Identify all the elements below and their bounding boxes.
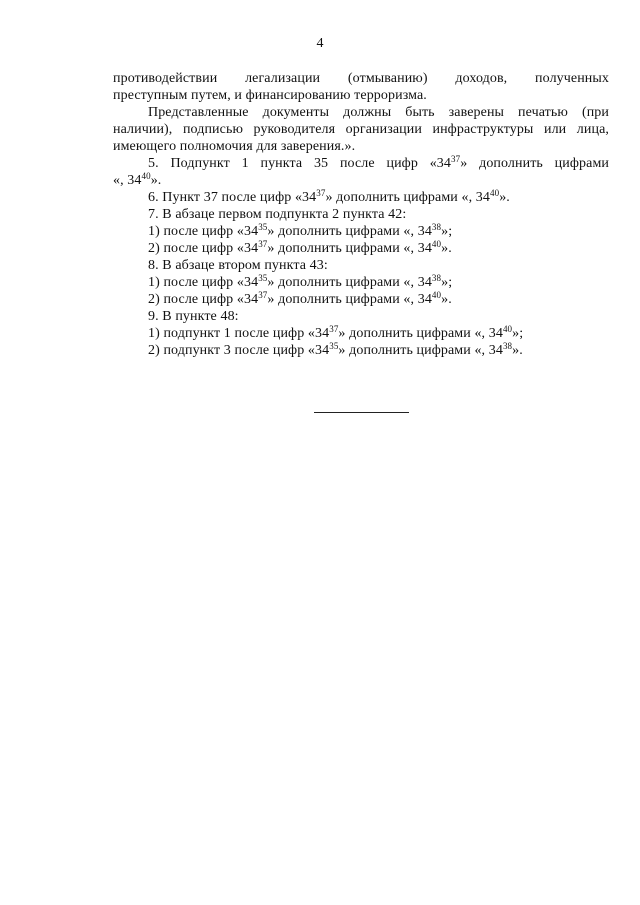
text-fragment: 5. Подпункт 1 пункта 35 после цифр «34: [148, 156, 452, 171]
superscript: 40: [489, 188, 500, 198]
paragraph-continuation: [113, 70, 609, 104]
text-fragment: » дополнить цифрами «, 34: [267, 275, 432, 290]
superscript: 40: [431, 239, 442, 249]
end-of-text-rule: [314, 412, 409, 413]
text-line: преступным путем, и финансированию терроризма.: [113, 88, 427, 103]
superscript: 37: [451, 154, 461, 164]
text-line: наличии), подписью руководителя организации инфраструктуры или лица,: [113, 122, 609, 137]
text-fragment: »;: [512, 326, 524, 341]
superscript: 38: [431, 222, 442, 232]
paragraph-certification: [113, 104, 609, 155]
text-fragment: » дополнить цифрами: [460, 156, 609, 171]
paragraph-item-7-1: [113, 223, 609, 240]
document-body: [113, 70, 609, 359]
paragraph-item-9-2: [113, 342, 609, 359]
text-line: [113, 172, 609, 189]
paragraph-item-9: 9. В пункте 48:: [148, 309, 239, 324]
text-fragment: 2) после цифр «34: [148, 241, 259, 256]
text-fragment: » дополнить цифрами «, 34: [267, 224, 432, 239]
text-fragment: ».: [150, 173, 162, 188]
superscript: 37: [316, 188, 326, 198]
paragraph-item-8: 8. В абзаце втором пункта 43:: [148, 258, 328, 273]
paragraph-item-7-2: [113, 240, 609, 257]
text-fragment: » дополнить цифрами «, 34: [267, 292, 432, 307]
text-line: имеющего полномочия для заверения.».: [113, 139, 356, 154]
text-fragment: » дополнить цифрами «, 34: [267, 241, 432, 256]
superscript: 35: [329, 341, 339, 351]
text-fragment: 6. Пункт 37 после цифр «34: [148, 190, 317, 205]
text-fragment: ».: [441, 292, 452, 307]
text-fragment: » дополнить цифрами «, 34: [338, 343, 503, 358]
text-fragment: 2) подпункт 3 после цифр «34: [148, 343, 330, 358]
text-fragment: 1) подпункт 1 после цифр «34: [148, 326, 330, 341]
paragraph-item-7: 7. В абзаце первом подпункта 2 пункта 42:: [148, 207, 407, 222]
text-fragment: ».: [499, 190, 510, 205]
paragraph-item-5: [113, 155, 609, 189]
superscript: 37: [329, 324, 339, 334]
paragraph-item-9-1: [113, 325, 609, 342]
superscript: 38: [431, 273, 442, 283]
text-line: противодействии легализации (отмыванию) доходов, полученных: [113, 71, 609, 86]
superscript: 37: [258, 290, 268, 300]
text-fragment: » дополнить цифрами «, 34: [325, 190, 490, 205]
text-fragment: »;: [441, 275, 453, 290]
paragraph-item-8-1: [113, 274, 609, 291]
text-fragment: ».: [441, 241, 452, 256]
text-fragment: 1) после цифр «34: [148, 275, 259, 290]
text-fragment: «, 34: [113, 173, 142, 188]
text-line: [113, 155, 609, 172]
superscript: 35: [258, 222, 268, 232]
text-fragment: 1) после цифр «34: [148, 224, 259, 239]
text-line: Представленные документы должны быть заверены печатью (при: [148, 105, 609, 120]
page-number: 4: [316, 36, 324, 51]
text-fragment: 2) после цифр «34: [148, 292, 259, 307]
text-fragment: ».: [512, 343, 523, 358]
paragraph-item-6: [113, 189, 609, 206]
superscript: 38: [502, 341, 513, 351]
superscript: 37: [258, 239, 268, 249]
text-fragment: »;: [441, 224, 453, 239]
superscript: 40: [502, 324, 513, 334]
superscript: 35: [258, 273, 268, 283]
superscript: 40: [141, 171, 151, 181]
superscript: 40: [431, 290, 442, 300]
text-fragment: » дополнить цифрами «, 34: [338, 326, 503, 341]
paragraph-item-8-2: [113, 291, 609, 308]
